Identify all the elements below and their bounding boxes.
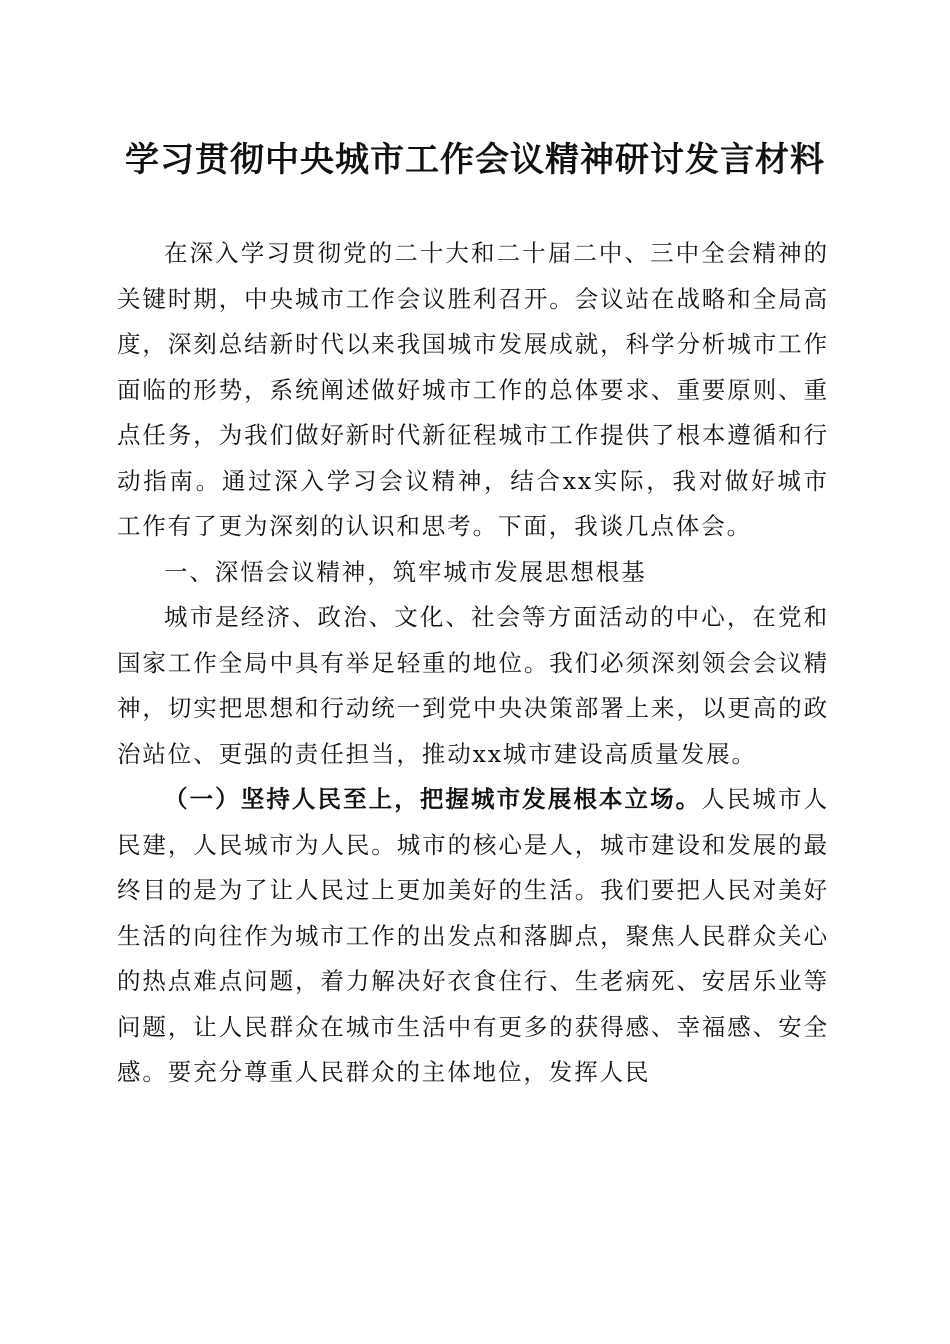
document-body: [117, 231, 829, 1096]
document-title: 学习贯彻中央城市工作会议精神研讨发言材料: [125, 140, 825, 180]
section-paragraph: 城市是经济、政治、文化、社会等方面活动的中心，在党和国家工作全局中具有举足轻重的地位。我们必须深刻领会会议精神，切实把思想和行动统一到党中央决策部署上来，以更高的政治站位、更强的责任担当，推动xx城市建设高质量发展。: [117, 603, 829, 768]
subsection-lead: （一）坚持人民至上，把握城市发展根本立场。: [164, 785, 702, 813]
intro-paragraph: 在深入学习贯彻党的二十大和二十届二中、三中全会精神的关键时期，中央城市工作会议胜利召开。会议站在战略和全局高度，深刻总结新时代以来我国城市发展成就，科学分析城市工作面临的形势，系统阐述做好城市工作的总体要求、重要原则、重点任务，为我们做好新时代新征程城市工作提供了根本遵循和行动指南。通过深入学习会议精神，结合xx实际，我对做好城市工作有了更为深刻的认识和思考。下面，我谈几点体会。: [117, 239, 829, 540]
subsection-text: 人民城市人民建，人民城市为人民。城市的核心是人，城市建设和发展的最终目的是为了让人民过上更加美好的生活。我们要把人民对美好生活的向往作为城市工作的出发点和落脚点，聚焦人民群众关心的热点难点问题，着力解决好衣食住行、生老病死、安居乐业等问题，让人民群众在城市生活中有更多的获得感、幸福感、安全感。要充分尊重人民群众的主体地位，发挥人民: [117, 785, 830, 1086]
section-heading: 一、深悟会议精神，筑牢城市发展思想根基: [164, 557, 647, 586]
subsection-paragraph: [117, 777, 829, 1096]
